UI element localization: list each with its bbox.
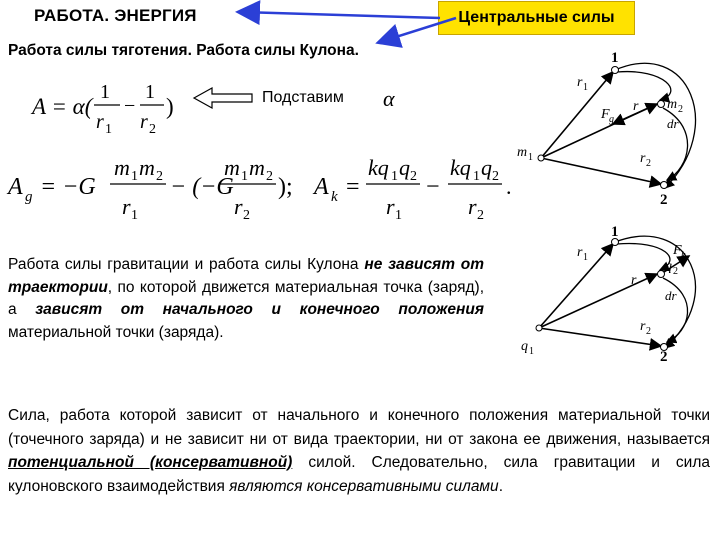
svg-text:kq: kq [368, 155, 389, 180]
formula1-den2: r [140, 111, 148, 133]
svg-text:kq: kq [450, 155, 471, 180]
emphasis-depend: зависят от начального и конечного положения [35, 301, 484, 318]
arrow-to-title [240, 12, 440, 18]
svg-text:2: 2 [266, 169, 273, 184]
diagram-top-r2: r [640, 151, 646, 166]
svg-text:g: g [609, 114, 614, 125]
formula2-ag-sub: g [25, 189, 33, 205]
badge-label: Центральные силы [458, 9, 615, 26]
formula2-eq-minus-g: = −G [40, 174, 96, 200]
svg-text:1: 1 [131, 208, 138, 223]
svg-text:1: 1 [529, 346, 534, 357]
svg-text:1: 1 [391, 169, 398, 184]
svg-text:m: m [139, 155, 155, 180]
formula1-close: ) [166, 94, 174, 119]
formula-work-alpha [30, 72, 200, 142]
svg-text:r: r [122, 194, 131, 219]
svg-text:r: r [468, 194, 477, 219]
svg-text:m: m [224, 155, 240, 180]
diagram-top-r: r [633, 99, 639, 114]
diagram-bottom-r: r [631, 273, 637, 288]
svg-text:1: 1 [583, 82, 588, 93]
svg-text:q: q [481, 155, 492, 180]
svg-text:2: 2 [243, 208, 250, 223]
diagram-top-point2: 2 [660, 192, 668, 208]
formula1-lhs: A = α( [32, 94, 93, 119]
diagram-top-dr: dr [667, 116, 679, 131]
svg-text:k: k [681, 250, 686, 261]
paragraph-conservative-force: Сила, работа которой зависит от начального и конечного положения материальной точки (точечного заряда) и не зависит ни от вида траектории, ни от закона ее движения, называется потенциальной (консервативной) силой. Следовательно, сила гравитации и сила кулоновского взаимодействия являются консервативными силами. [8, 407, 710, 495]
paragraph-path-independence: Работа силы гравитации и работа силы Кулона не зависят от траектории, по которой движется материальная точка (заряд), а зависят от начального и конечного положения материальной точки (заряда). [8, 256, 484, 341]
svg-text:2: 2 [410, 169, 417, 184]
svg-text:q: q [399, 155, 410, 180]
diagram-bottom-q1: q [521, 339, 528, 354]
diagram-bottom-r1: r [577, 245, 583, 260]
svg-text:2: 2 [156, 169, 163, 184]
formula2-ak: A [314, 174, 329, 200]
formula1-den1: r [96, 111, 104, 133]
substitute-alpha: α [383, 86, 395, 111]
emphasis-not-depend: не зависят от траектории [8, 256, 484, 296]
formula2-mid: − (−G [170, 174, 234, 200]
formula1-num2: 1 [145, 81, 155, 103]
svg-text:2: 2 [646, 326, 651, 337]
svg-text:1: 1 [583, 252, 588, 263]
formula2-minus: − [426, 174, 440, 200]
svg-text:1: 1 [131, 169, 138, 184]
formula2-eq: = [346, 174, 360, 200]
formula2-ak-sub: k [331, 189, 338, 205]
formula2-ag: A [8, 174, 23, 200]
formula-gravity-coulomb [6, 150, 516, 230]
svg-text:2: 2 [678, 104, 683, 115]
term-potential: потенциальной (консервативной) [8, 454, 293, 471]
substitute-arrow-icon [192, 86, 256, 110]
formula1-sub2: 2 [149, 122, 156, 137]
diagram-gravity [515, 48, 720, 208]
diagram-coulomb [515, 224, 720, 364]
diagram-top-r1: r [577, 75, 583, 90]
svg-text:m: m [114, 155, 130, 180]
diagram-top-m2: m [667, 97, 678, 112]
formula1-sub1: 1 [105, 122, 112, 137]
diagram-top-F: F [601, 107, 610, 122]
diagram-bottom-F: F [673, 243, 682, 258]
svg-text:r: r [386, 194, 395, 219]
diagram-bottom-q2: q [665, 259, 672, 274]
diagram-bottom-point2: 2 [660, 349, 668, 364]
page-title: РАБОТА. ЭНЕРГИЯ [34, 6, 197, 25]
svg-text:2: 2 [477, 208, 484, 223]
formula2-dot: . [506, 174, 512, 199]
svg-text:−: − [124, 95, 136, 117]
formula2-close: ); [278, 174, 293, 200]
subtitle: Работа силы тяготения. Работа силы Кулона. [8, 42, 359, 59]
diagram-top-m1: m [517, 145, 528, 160]
svg-text:r: r [234, 194, 243, 219]
svg-text:2: 2 [492, 169, 499, 184]
svg-text:1: 1 [528, 152, 533, 163]
emphasis-conservative: являются консервативными силами [229, 477, 499, 495]
svg-text:2: 2 [646, 158, 651, 169]
svg-text:1: 1 [473, 169, 480, 184]
diagram-bottom-point1: 1 [611, 224, 619, 240]
diagram-top-point1: 1 [611, 50, 619, 66]
diagram-bottom-r2: r [640, 319, 646, 334]
svg-text:2: 2 [673, 266, 678, 277]
svg-text:m: m [249, 155, 265, 180]
arrow-to-subtitle [380, 18, 456, 42]
diagram-bottom-dr: dr [665, 288, 677, 303]
formula1-num1: 1 [100, 81, 110, 103]
svg-text:1: 1 [395, 208, 402, 223]
substitute-label: Подставим [262, 89, 344, 106]
svg-text:1: 1 [241, 169, 248, 184]
